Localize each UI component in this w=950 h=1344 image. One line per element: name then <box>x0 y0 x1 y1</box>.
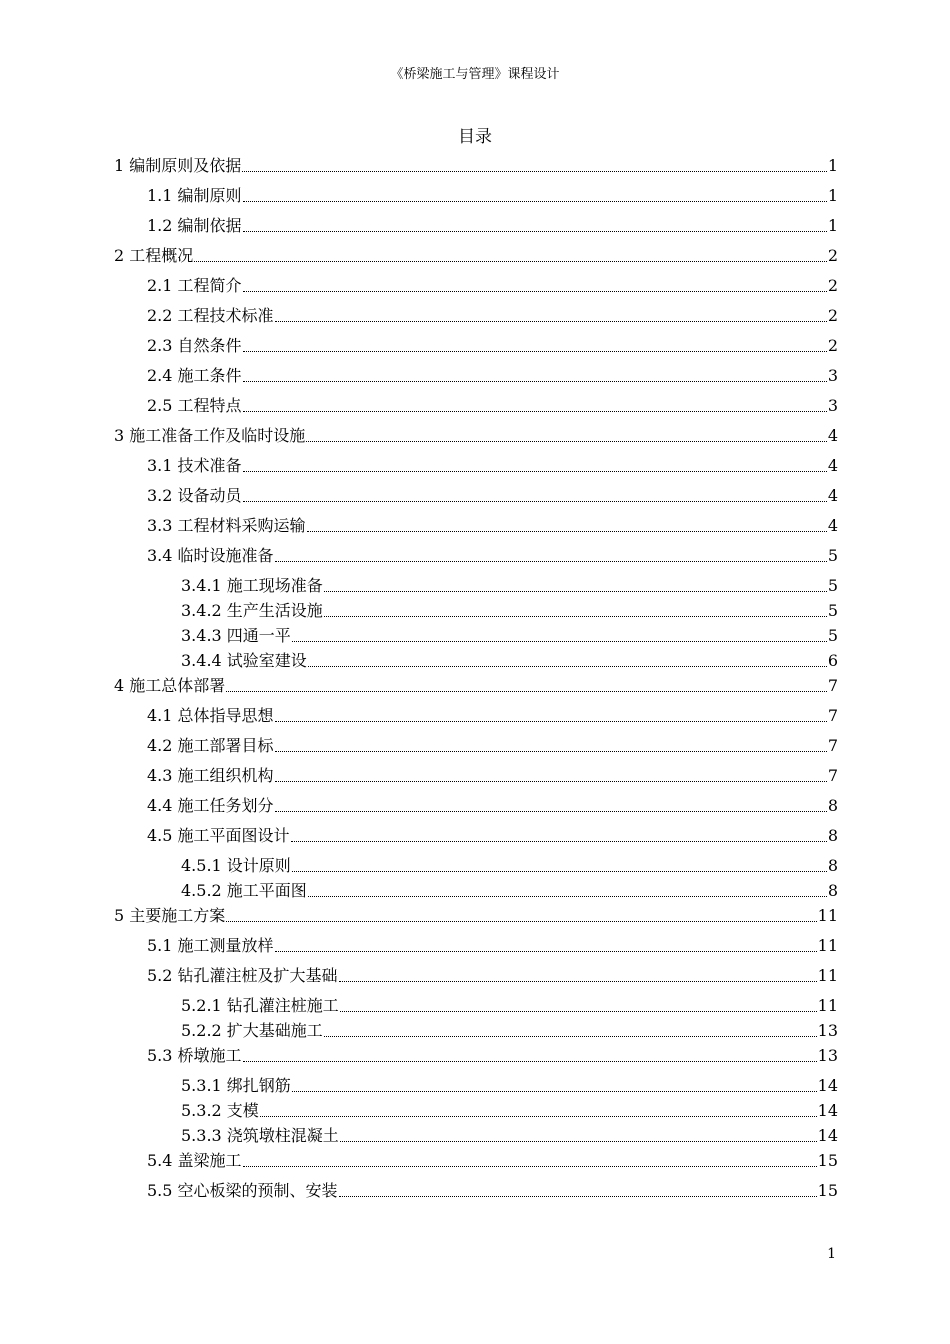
toc-entry[interactable] <box>147 795 838 817</box>
toc-dot-leader <box>275 811 827 812</box>
toc-entry-label: 5.5 空心板梁的预制、安装 <box>147 1181 338 1200</box>
toc-dot-leader <box>324 1036 817 1037</box>
toc-entry-label: 4.3 施工组织机构 <box>147 766 274 785</box>
toc-dot-leader <box>243 1166 817 1167</box>
toc-entry[interactable] <box>147 1045 838 1067</box>
toc-entry-label: 5.1 施工测量放样 <box>147 936 274 955</box>
toc-dot-leader <box>243 351 827 352</box>
toc-dot-leader <box>307 531 827 532</box>
toc-dot-leader <box>243 381 827 382</box>
toc-dot-leader <box>340 1011 817 1012</box>
toc-entry-label: 2 工程概况 <box>114 246 194 265</box>
toc-entry[interactable] <box>147 1180 838 1202</box>
toc-entry[interactable] <box>181 600 838 622</box>
toc-dot-leader <box>291 841 827 842</box>
toc-entry-page: 11 <box>817 936 838 955</box>
toc-entry-page: 8 <box>827 796 838 815</box>
toc-entry-page: 5 <box>827 576 838 595</box>
toc-entry-page: 8 <box>827 856 838 875</box>
toc-entry-label: 4.5.2 施工平面图 <box>181 881 307 900</box>
toc-entry[interactable] <box>147 455 838 477</box>
toc-dot-leader <box>243 471 827 472</box>
toc-entry-label: 3.4 临时设施准备 <box>147 546 274 565</box>
toc-entry-label: 1.2 编制依据 <box>147 216 242 235</box>
toc-entry-label: 5.2 钻孔灌注桩及扩大基础 <box>147 966 338 985</box>
toc-entry[interactable] <box>147 275 838 297</box>
toc-entry-label: 5.3.1 绑扎钢筋 <box>181 1076 291 1095</box>
toc-entry-label: 4.1 总体指导思想 <box>147 706 274 725</box>
toc-entry-label: 1 编制原则及依据 <box>114 156 242 175</box>
toc-dot-leader <box>242 171 827 172</box>
toc-entry[interactable] <box>147 515 838 537</box>
toc-dot-leader <box>324 591 827 592</box>
toc-entry[interactable] <box>147 965 838 987</box>
toc-entry-page: 5 <box>827 546 838 565</box>
toc-entry-page: 4 <box>827 426 838 445</box>
toc-entry-label: 3.2 设备动员 <box>147 486 242 505</box>
toc-entry-label: 5.4 盖梁施工 <box>147 1151 242 1170</box>
toc-dot-leader <box>275 561 827 562</box>
toc-entry[interactable] <box>181 995 838 1017</box>
toc-dot-leader <box>243 201 827 202</box>
toc-dot-leader <box>243 501 827 502</box>
toc-entry[interactable] <box>181 1125 838 1147</box>
toc-entry-page: 7 <box>827 676 838 695</box>
toc-entry-page: 1 <box>827 156 838 175</box>
toc-entry-page: 7 <box>827 766 838 785</box>
toc-entry[interactable] <box>147 185 838 207</box>
toc-entry[interactable] <box>147 335 838 357</box>
toc-entry-page: 8 <box>827 881 838 900</box>
toc-entry-label: 4.5 施工平面图设计 <box>147 826 290 845</box>
toc-entry-page: 7 <box>827 736 838 755</box>
toc-entry[interactable] <box>147 705 838 727</box>
toc-dot-leader <box>275 781 827 782</box>
toc-entry[interactable] <box>147 825 838 847</box>
toc-dot-leader <box>194 261 827 262</box>
toc-entry-page: 1 <box>827 216 838 235</box>
toc-entry-page: 15 <box>817 1181 838 1200</box>
toc-entry-page: 8 <box>827 826 838 845</box>
toc-entry-page: 6 <box>827 651 838 670</box>
toc-dot-leader <box>324 616 827 617</box>
toc-entry-page: 3 <box>827 396 838 415</box>
toc-entry-page: 2 <box>827 246 838 265</box>
toc-entry[interactable] <box>147 935 838 957</box>
toc-entry-page: 7 <box>827 706 838 725</box>
toc-entry-label: 3.4.2 生产生活设施 <box>181 601 323 620</box>
toc-entry-page: 2 <box>827 336 838 355</box>
toc-entry[interactable] <box>147 545 838 567</box>
toc-entry-label: 5.2.1 钻孔灌注桩施工 <box>181 996 339 1015</box>
toc-entry-page: 15 <box>817 1151 838 1170</box>
toc-dot-leader <box>243 291 827 292</box>
toc-entry-page: 11 <box>817 966 838 985</box>
toc-entry-label: 5.3.3 浇筑墩柱混凝土 <box>181 1126 339 1145</box>
toc-entry[interactable] <box>114 425 838 447</box>
toc-entry-label: 5.3 桥墩施工 <box>147 1046 242 1065</box>
toc-entry-label: 5 主要施工方案 <box>114 906 226 925</box>
toc-dot-leader <box>306 441 827 442</box>
toc-entry[interactable] <box>181 650 838 672</box>
toc-entry-page: 14 <box>817 1101 838 1120</box>
toc-entry-label: 2.1 工程简介 <box>147 276 242 295</box>
toc-dot-leader <box>243 231 827 232</box>
toc-entry-label: 2.2 工程技术标准 <box>147 306 274 325</box>
toc-entry[interactable] <box>147 395 838 417</box>
toc-entry[interactable] <box>147 735 838 757</box>
toc-dot-leader <box>292 641 827 642</box>
page-number: 1 <box>827 1246 836 1262</box>
toc-entry[interactable] <box>147 765 838 787</box>
toc-entry-label: 1.1 编制原则 <box>147 186 242 205</box>
toc-entry[interactable] <box>181 625 838 647</box>
toc-entry-label: 2.5 工程特点 <box>147 396 242 415</box>
toc-dot-leader <box>275 751 827 752</box>
toc-entry[interactable] <box>114 245 838 267</box>
toc-entry-label: 3.4.3 四通一平 <box>181 626 291 645</box>
toc-entry-label: 5.2.2 扩大基础施工 <box>181 1021 323 1040</box>
toc-entry-label: 3.4.1 施工现场准备 <box>181 576 323 595</box>
toc-dot-leader <box>243 1061 817 1062</box>
toc-dot-leader <box>339 1196 817 1197</box>
toc-entry-page: 2 <box>827 306 838 325</box>
toc-entry-label: 5.3.2 支模 <box>181 1101 259 1120</box>
toc-entry[interactable] <box>181 880 838 902</box>
page-header: 《桥梁施工与管理》课程设计 <box>390 67 560 82</box>
toc-dot-leader <box>243 411 827 412</box>
toc-entry-label: 4.4 施工任务划分 <box>147 796 274 815</box>
toc-dot-leader <box>275 721 827 722</box>
toc-entry[interactable] <box>181 855 838 877</box>
toc-dot-leader <box>340 1141 817 1142</box>
toc-dot-leader <box>226 921 816 922</box>
toc-entry-label: 2.3 自然条件 <box>147 336 242 355</box>
toc-entry-label: 3.4.4 试验室建设 <box>181 651 307 670</box>
toc-entry-page: 11 <box>817 996 838 1015</box>
toc-entry-page: 4 <box>827 486 838 505</box>
toc-entry[interactable] <box>114 675 838 697</box>
toc-entry-label: 4 施工总体部署 <box>114 676 226 695</box>
toc-entry-page: 11 <box>817 906 838 925</box>
toc-entry[interactable] <box>114 155 838 177</box>
toc-dot-leader <box>260 1116 817 1117</box>
toc-entry[interactable] <box>181 1100 838 1122</box>
toc-entry[interactable] <box>147 1150 838 1172</box>
toc-entry-label: 4.5.1 设计原则 <box>181 856 291 875</box>
toc-dot-leader <box>275 951 817 952</box>
toc-entry-page: 2 <box>827 276 838 295</box>
toc-entry-label: 2.4 施工条件 <box>147 366 242 385</box>
toc-entry-label: 3 施工准备工作及临时设施 <box>114 426 306 445</box>
toc-entry-page: 13 <box>817 1021 838 1040</box>
toc-entry-page: 13 <box>817 1046 838 1065</box>
toc-entry[interactable] <box>181 575 838 597</box>
toc-dot-leader <box>275 321 827 322</box>
toc-entry[interactable] <box>147 215 838 237</box>
toc-dot-leader <box>292 871 827 872</box>
toc-entry-page: 5 <box>827 626 838 645</box>
toc-entry-label: 3.1 技术准备 <box>147 456 242 475</box>
toc-entry[interactable] <box>181 1075 838 1097</box>
toc-entry-page: 14 <box>817 1126 838 1145</box>
toc-entry-page: 4 <box>827 516 838 535</box>
toc-entry[interactable] <box>181 1020 838 1042</box>
toc-entry-page: 3 <box>827 366 838 385</box>
toc-dot-leader <box>226 691 827 692</box>
toc-entry-page: 1 <box>827 186 838 205</box>
toc-entry[interactable] <box>147 365 838 387</box>
toc-title: 目录 <box>458 127 492 147</box>
toc-entry-page: 5 <box>827 601 838 620</box>
toc-entry[interactable] <box>147 485 838 507</box>
toc-dot-leader <box>339 981 817 982</box>
toc-entry[interactable] <box>114 905 838 927</box>
toc-dot-leader <box>292 1091 817 1092</box>
toc-dot-leader <box>308 896 827 897</box>
toc-entry-label: 4.2 施工部署目标 <box>147 736 274 755</box>
toc-dot-leader <box>308 666 827 667</box>
toc-entry-page: 4 <box>827 456 838 475</box>
toc-entry[interactable] <box>147 305 838 327</box>
toc-entry-label: 3.3 工程材料采购运输 <box>147 516 306 535</box>
toc-entry-page: 14 <box>817 1076 838 1095</box>
